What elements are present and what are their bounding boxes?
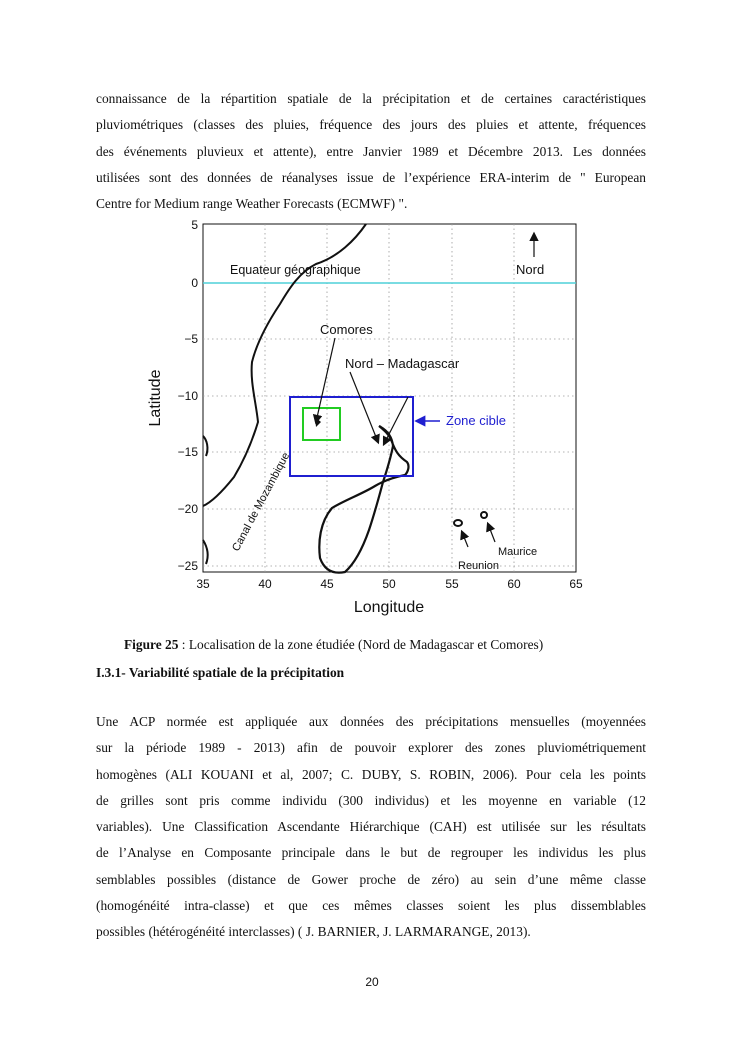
text-line: connaissance de la répartition spatiale de la précipitation et de certaines caractéristiques xyxy=(96,91,646,106)
caption-text: : Localisation de la zone étudiée (Nord de Madagascar et Comores) xyxy=(178,637,544,652)
x-tick-labels xyxy=(196,577,583,591)
acp-paragraph xyxy=(96,709,646,946)
madagascar-label: Nord – Madagascar xyxy=(345,356,460,371)
text-line: possibles (hétérogénéité interclasses) ( J. BARNIER, J. LARMARANGE, 2013). xyxy=(96,924,531,940)
y-axis-title: Latitude xyxy=(147,369,164,427)
x-axis-title: Longitude xyxy=(353,599,425,616)
figure-caption xyxy=(124,637,543,653)
y-tick-label: −15 xyxy=(177,445,198,459)
y-tick-label: −25 xyxy=(177,559,198,573)
figure-number: Figure 25 xyxy=(124,637,179,652)
maurice-label: Maurice xyxy=(498,546,538,558)
text-line: sur la période 1989 - 2013) afin de pouvoir explorer des zones pluviométriquement xyxy=(96,740,646,756)
text-line: Centre for Medium range Weather Forecasts (ECMWF) ". xyxy=(96,196,408,212)
equator-label: Equateur géographique xyxy=(230,263,361,277)
text-line: Une ACP normée est appliquée aux données des précipitations mensuelles (moyennées xyxy=(96,714,646,729)
y-tick-labels xyxy=(178,218,199,573)
x-tick-label: 65 xyxy=(569,577,583,591)
comores-label: Comores xyxy=(320,322,373,337)
text-line: (homogénéité intra-classe) et que ces mêmes classes soient les plus dissemblables xyxy=(96,898,646,914)
text-line: homogènes (ALI KOUANI et al, 2007; C. DUBY, S. ROBIN, 2006). Pour cela les points xyxy=(96,766,646,782)
location-map xyxy=(140,212,590,632)
x-tick-label: 35 xyxy=(196,577,210,591)
x-tick-label: 40 xyxy=(258,577,272,591)
x-tick-label: 50 xyxy=(382,577,396,591)
text-line: variables). Une Classification Ascendante Hiérarchique (CAH) est utilisée sur les résultats xyxy=(96,819,646,835)
zone-label: Zone cible xyxy=(446,413,506,428)
text-line: des événements pluvieux et attente), entre Janvier 1989 et Décembre 2013. Les données xyxy=(96,143,646,159)
x-tick-label: 55 xyxy=(445,577,459,591)
reunion-label: Reunion xyxy=(458,560,499,572)
text-line: de grilles sont pris comme individu (300 individus) et les moyenne en variable (12 xyxy=(96,792,646,808)
channel-label: Canal de Mozambique xyxy=(230,450,293,554)
y-tick-label: −20 xyxy=(177,502,198,516)
text-line: utilisées sont des données de réanalyses issue de l’expérience ERA-interim de " European xyxy=(96,169,646,185)
text-line: pluviométriques (classes des pluies, fréquence des jours des pluies et attente, fréquences xyxy=(96,117,646,133)
north-label: Nord xyxy=(516,262,545,277)
intro-paragraph xyxy=(96,86,646,217)
y-tick-label: 0 xyxy=(191,276,198,290)
x-tick-label: 45 xyxy=(320,577,334,591)
y-tick-label: −5 xyxy=(184,332,198,346)
text-line: de l’Analyse en Composante principale dans le but de regrouper les individus les plus xyxy=(96,845,646,861)
x-tick-label: 60 xyxy=(507,577,521,591)
y-tick-label: 5 xyxy=(191,218,198,232)
section-heading: I.3.1- Variabilité spatiale de la précipitation xyxy=(96,665,345,680)
page-number: 20 xyxy=(365,975,379,989)
y-tick-label: −10 xyxy=(177,389,198,403)
text-line: semblables possibles (distance de Gower proche de zéro) au sein d’une même classe xyxy=(96,871,646,887)
